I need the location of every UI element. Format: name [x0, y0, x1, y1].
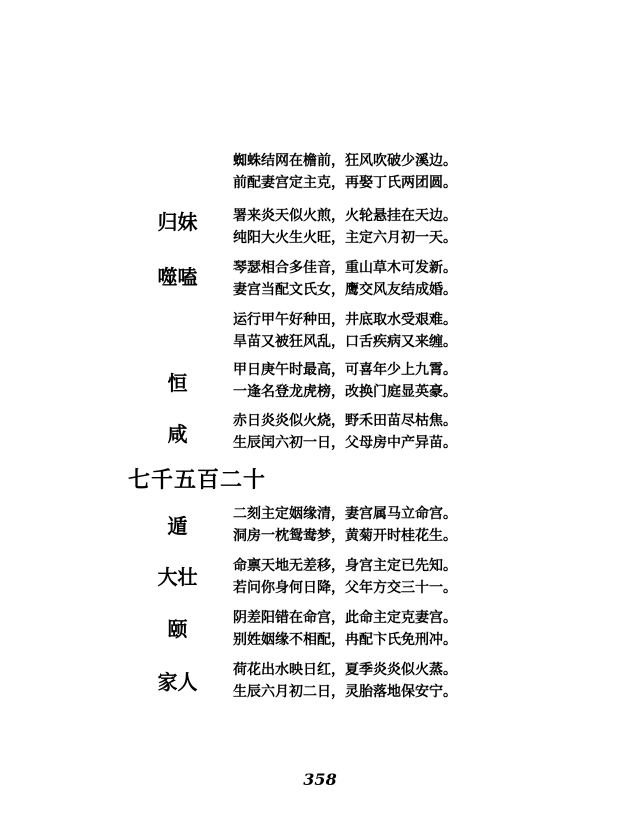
- verse-block: [233, 607, 633, 651]
- verse-line-2: 纯阳大火生火旺，主定六月初一天。: [233, 230, 457, 246]
- verse-line-1: 琴瑟相合多佳音，重山草木可发新。: [233, 260, 457, 276]
- verse-line-1: 署来炎天似火煎，火轮悬挂在天边。: [233, 208, 457, 224]
- verse-block: [233, 257, 633, 301]
- verse-line-2: 生辰六月初二日，灵胎落地保安宁。: [233, 684, 457, 700]
- verse-block: [233, 150, 633, 194]
- verse-line-2: 洞房一枕鸳鸯梦，黄菊开时桂花生。: [233, 528, 457, 544]
- verse-line-2: 前配妻宫定主克，再娶丁氏两团圆。: [233, 175, 457, 191]
- verse-line-1: 甲日庚午时最高，可喜年少上九霄。: [233, 362, 457, 378]
- verse-line-2: 旱苗又被狂风乱，口舌疾病又来缠。: [233, 334, 457, 350]
- verse-line-1: 荷花出水映日红，夏季炎炎似火蒸。: [233, 662, 457, 678]
- verse-block: [233, 410, 633, 454]
- hexagram-label: 家人: [157, 670, 198, 694]
- verse-line-2: 一逢名登龙虎榜，改换门庭显英豪。: [233, 384, 457, 400]
- verse-line-1: 二刻主定姻缘清，妻宫属马立命宫。: [233, 506, 457, 522]
- verse-line-1: 命禀天地无差移，身宫主定已先知。: [233, 558, 457, 574]
- verse-block: [233, 503, 633, 547]
- verse-line-2: 妻宫当配文氏女，鹰交风友结成婚。: [233, 282, 457, 298]
- verse-block: [233, 359, 633, 403]
- hexagram-label: 颐: [167, 617, 188, 641]
- verse-block: [233, 555, 633, 599]
- verse-block: [233, 309, 633, 353]
- verse-block: [233, 659, 633, 703]
- section-heading: 七千五百二十: [128, 467, 267, 493]
- hexagram-label: 咸: [167, 422, 188, 446]
- hexagram-label: 归妹: [157, 210, 198, 234]
- verse-line-1: 蜘蛛结网在檐前，狂风吹破少溪边。: [233, 153, 457, 169]
- hexagram-label: 恒: [167, 371, 188, 395]
- verse-line-2: 别姓姻缘不相配，冉配卞氏免刑冲。: [233, 632, 457, 648]
- hexagram-label: 大壮: [157, 565, 198, 589]
- verse-line-1: 阴差阳错在命宫，此命主定克妻宫。: [233, 610, 457, 626]
- verse-line-2: 生辰闰六初一日，父母房中产异苗。: [233, 435, 457, 451]
- verse-line-1: 运行甲午好种田，井底取水受艰难。: [233, 312, 457, 328]
- hexagram-label: 遁: [167, 514, 188, 538]
- verse-block: [233, 205, 633, 249]
- verse-line-2: 若问你身何日降，父年方交三十一。: [233, 580, 457, 596]
- verse-line-1: 赤日炎炎似火烧，野禾田苗尽枯焦。: [233, 413, 457, 429]
- hexagram-label: 噬嗑: [157, 265, 198, 289]
- page-number: 358: [303, 770, 337, 789]
